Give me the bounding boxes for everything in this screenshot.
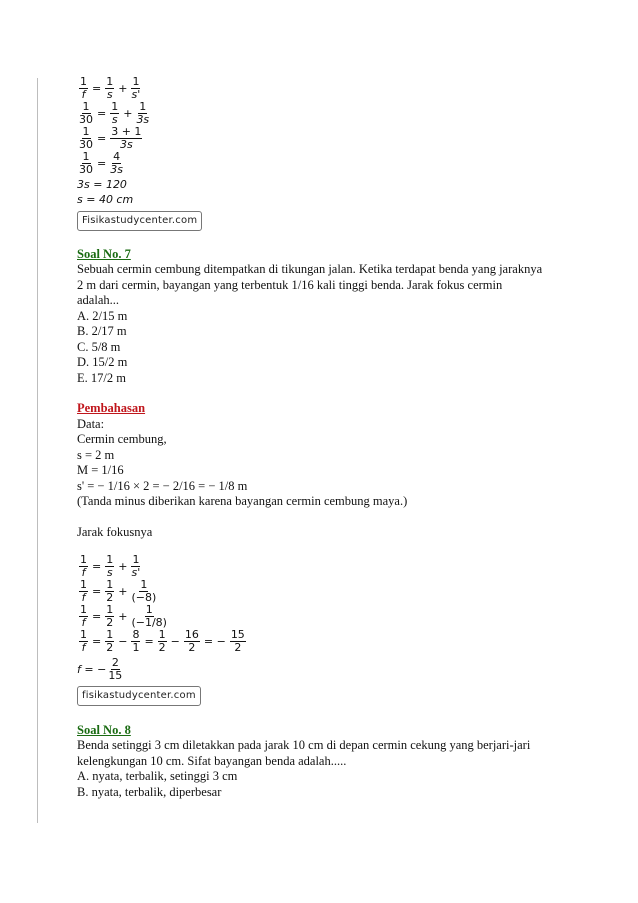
answer-option: B. nyata, terbalik, diperbesar (77, 784, 222, 799)
formula-line: $\frac{1}{f}$ = $\frac{1}{s}$ + $\frac{1}{s'}$ (80, 75, 141, 101)
solution-line: s = 2 m (77, 447, 115, 462)
solution-line: Jarak fokusnya (77, 524, 153, 539)
question-line: kelengkungan 10 cm. Sifat bayangan benda adalah..... (77, 753, 347, 768)
answer-option: B. 2/17 m (77, 324, 127, 338)
solution-line: M = 1/16 (77, 463, 124, 477)
answer-option: E. 17/2 m (77, 370, 126, 385)
question-heading: Soal No. 8 (77, 722, 131, 737)
formula-line: $\frac{1}{f}$ = $\frac{1}{2}$ − $\frac{8}{1}$ = $\frac{1}{2}$ − $\frac{16}{2}$ = − $\frac{15}{2}$ (80, 628, 245, 654)
formula-line: $\frac{1}{f}$ = $\frac{1}{s}$ + $\frac{1}{s'}$ (80, 553, 141, 579)
solution-line: (Tanda minus diberikan karena bayangan cermin cembung maya.) (77, 494, 408, 508)
formula-line: s = 40 cm (77, 193, 134, 206)
formula-block-1 (77, 76, 577, 207)
solution-line: s' = − 1/16 × 2 = − 2/16 = − 1/8 m (77, 478, 248, 493)
formula-line: $\frac{1}{30}$ = $\frac{4}{3s}$ (79, 150, 123, 176)
answer-option: C. 5/8 m (77, 339, 121, 354)
answer-option: D. 15/2 m (77, 355, 128, 369)
formula-line: $\frac{1}{f}$ = $\frac{1}{2}$ + $\frac{1}{(-1/8)}$ (80, 603, 167, 629)
question-line: Benda setinggi 3 cm diletakkan pada jarak 10 cm di depan cermin cekung yang berjari-jari (77, 738, 531, 752)
formula-line: $\frac{1}{30}$ = $\frac{1}{s}$ + $\frac{1}{3s}$ (79, 100, 150, 126)
formula-line: f = − $\frac{2}{15}$ (77, 656, 123, 682)
question-line: Sebuah cermin cembung ditempatkan di tikungan jalan. Ketika terdapat benda yang jaraknya (77, 262, 543, 276)
question-line: 2 m dari cermin, bayangan yang terbentuk 1/16 kali tinggi benda. Jarak fokus cermin (77, 277, 503, 292)
answer-option: A. 2/15 m (77, 308, 128, 323)
watermark-badge: Fisikastudycenter.com (77, 211, 202, 231)
formula-line: $\frac{1}{f}$ = $\frac{1}{2}$ + $\frac{1}{(-8)}$ (80, 578, 157, 604)
formula-block-2 (77, 554, 577, 682)
watermark-badge: fisikastudycenter.com (77, 686, 201, 706)
left-margin-line (37, 78, 38, 823)
formula-line: 3s = 120 (77, 178, 127, 191)
answer-option: A. nyata, terbalik, setinggi 3 cm (77, 769, 238, 783)
solution-line: Cermin cembung, (77, 432, 167, 446)
question-line: adalah... (77, 293, 119, 307)
solution-heading: Pembahasan (77, 401, 146, 415)
solution-line: Data: (77, 416, 105, 431)
question-heading: Soal No. 7 (77, 246, 131, 261)
document-content (77, 76, 577, 800)
formula-line: $\frac{1}{30}$ = $\frac{3 + 1}{3s}$ (79, 125, 142, 151)
